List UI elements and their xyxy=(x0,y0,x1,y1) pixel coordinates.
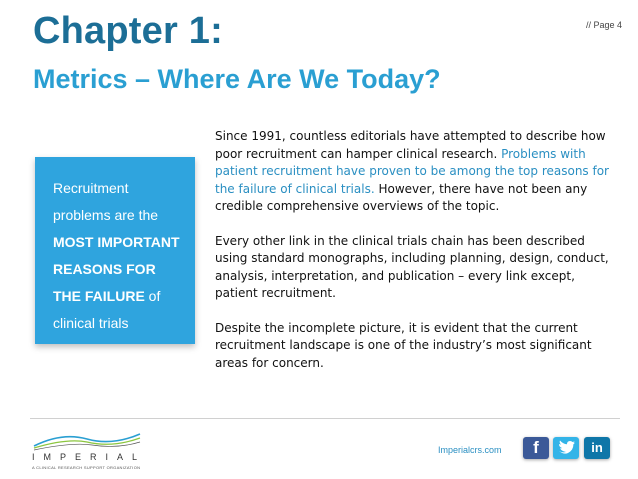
page-number: // Page 4 xyxy=(585,20,622,30)
facebook-icon[interactable]: f xyxy=(523,437,549,459)
callout-text: of xyxy=(144,288,161,304)
twitter-icon[interactable] xyxy=(553,437,579,459)
paragraph-2: Every other link in the clinical trials chain has been described using standard monographs, including planning, design, conduct, analysis, interpretation, and publication – every link except, patient recruitment. xyxy=(215,233,609,300)
chapter-subtitle: Metrics – Where Are We Today? xyxy=(33,64,441,94)
callout-line: MOST IMPORTANT xyxy=(53,234,180,250)
website-link[interactable]: Imperialcrs.com xyxy=(438,445,502,455)
body-text xyxy=(215,128,610,389)
logo-wordmark: IMPERIAL xyxy=(32,452,147,462)
callout-emphasis: THE FAILURE xyxy=(53,288,145,304)
paragraph-text: Since 1991, countless editorials have attempted to describe how poor recruitment can hamper clinical research. xyxy=(215,129,606,161)
company-logo xyxy=(32,430,147,472)
chapter-title: Chapter 1: xyxy=(33,10,223,52)
callout-line: Recruitment xyxy=(53,180,129,196)
paragraph-1 xyxy=(215,128,610,216)
callout-line: clinical trials xyxy=(53,315,129,331)
logo-tagline: A CLINICAL RESEARCH SUPPORT ORGANIZATION xyxy=(32,465,141,470)
twitter-bird-icon xyxy=(553,437,579,459)
linkedin-icon[interactable]: in xyxy=(584,437,610,459)
callout-line: problems are the xyxy=(53,207,159,223)
logo-arc-icon xyxy=(32,430,142,452)
callout-line: REASONS FOR xyxy=(53,261,156,277)
callout-line xyxy=(53,283,185,310)
highlighted-text: Problems with patient recruitment have proven to be among the top reasons for the failure of clinical trials. xyxy=(215,146,609,196)
callout-box xyxy=(35,157,195,344)
footer-divider xyxy=(30,418,620,419)
paragraph-3: Despite the incomplete picture, it is evident that the current recruitment landscape is one of the industry’s most significant areas for concern. xyxy=(215,320,592,370)
paragraph-text: However, there have not been any credible comprehensive overviews of the topic. xyxy=(215,181,588,213)
